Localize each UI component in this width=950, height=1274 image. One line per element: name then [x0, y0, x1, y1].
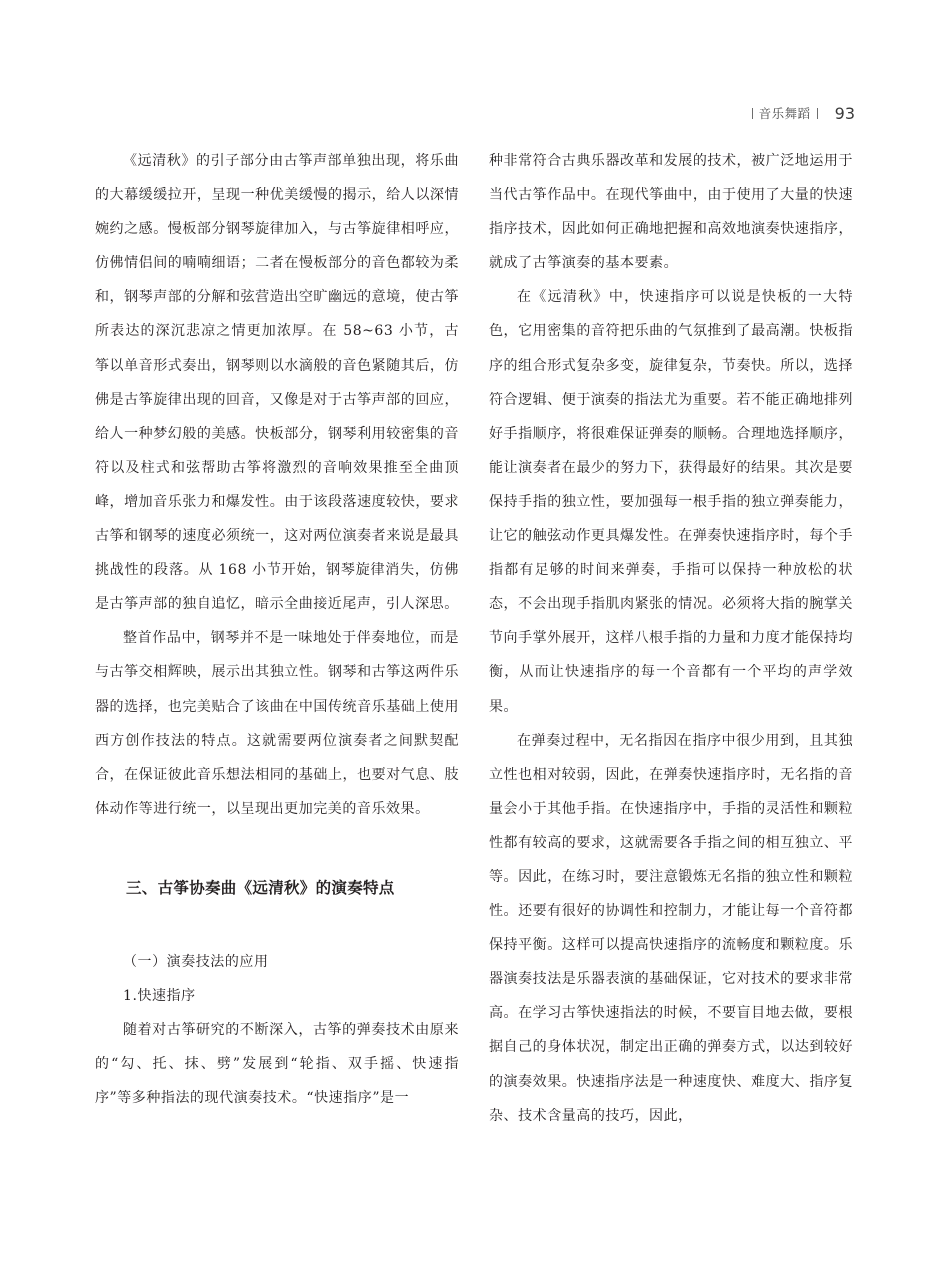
left-paragraph-1: 《远清秋》的引子部分由古筝声部单独出现，将乐曲的大幕缓缓拉开，呈现一种优美缓慢的揭示，给人以深情婉约之感。慢板部分钢琴旋律加入，与古筝旋律相呼应，仿佛情侣间的喃喃细语；二者在慢板部分的音色都较为柔和，钢琴声部的分解和弦营造出空旷幽远的意境，使古筝所表达的深沉悲凉之情更加浓厚。在 58~63 小节，古筝以单音形式奏出，钢琴则以水滴般的音色紧随其后，仿佛是古筝旋律出现的回音，又像是对于古筝声部的回应，给人一种梦幻般的美感。快板部分，钢琴利用较密集的音符以及柱式和弦帮助古筝将激烈的音响效果推至全曲顶峰，增加音乐张力和爆发性。由于该段落速度较快，要求古筝和钢琴的速度必须统一，这对两位演奏者来说是最具挑战性的段落。从 168 小节开始，钢琴旋律消失，仿佛是古筝声部的独自追忆，暗示全曲接近尾声，引人深思。: [95, 153, 459, 613]
left-paragraph-3: 随着对古筝研究的不断深入，古筝的弹奏技术由原来的“勾、托、抹、劈”发展到“轮指、双手摇、快速指序”等多种指法的现代演奏技术。“快速指序”是一: [95, 1022, 459, 1107]
subsection-heading: （一）演奏技法的应用: [123, 953, 269, 970]
right-paragraph-1: 种非常符合古典乐器改革和发展的技术，被广泛地运用于当代古筝作品中。在现代筝曲中，由于使用了大量的快速指序技术，因此如何正确地把握和高效地演奏快速指序，就成了古筝演奏的基本要素。: [489, 153, 853, 272]
running-header: [746, 101, 855, 125]
subsubsection-heading: 1.快速指序: [123, 987, 196, 1004]
header-section-label: 音乐舞蹈: [758, 106, 811, 121]
header-divider-right: [817, 108, 818, 119]
header-divider-left: [752, 108, 753, 119]
left-paragraph-2: 整首作品中，钢琴并不是一味地处于伴奏地位，而是与古筝交相辉映，展示出其独立性。钢琴和古筝这两件乐器的选择，也完美贴合了该曲在中国传统音乐基础上使用西方创作技法的特点。这就需要两位演奏者之间默契配合，在保证彼此音乐想法相同的基础上，也要对气息、肢体动作等进行统一，以呈现出更加完美的音乐效果。: [95, 630, 459, 817]
left-column: [95, 144, 459, 1115]
right-paragraph-3: 在弹奏过程中，无名指因在指序中很少用到，且其独立性也相对较弱，因此，在弹奏快速指序时，无名指的音量会小于其他手指。在快速指序中，手指的灵活性和颗粒性都有较高的要求，这就需要各手指之间的相互独立、平等。因此，在练习时，要注意锻炼无名指的独立性和颗粒性。还要有很好的协调性和控制力，才能让每一个音符都保持平衡。这样可以提高快速指序的流畅度和颗粒度。乐器演奏技法是乐器表演的基础保证，它对技术的要求非常高。在学习古筝快速指法的时候，不要盲目地去做，要根据自己的身体状况，制定出正确的弹奏方式，以达到较好的演奏效果。快速指序法是一种速度快、难度大、指序复杂、技术含量高的技巧，因此，: [489, 732, 853, 1124]
section-heading: 三、古筝协奏曲《远清秋》的演奏特点: [126, 878, 395, 897]
page-number: 93: [834, 103, 855, 123]
right-paragraph-2: 在《远清秋》中，快速指序可以说是快板的一大特色，它用密集的音符把乐曲的气氛推到了最高潮。快板指序的组合形式复杂多变，旋律复杂，节奏快。所以，选择符合逻辑、便于演奏的指法尤为重要。若不能正确地排列好手指顺序，将很难保证弹奏的顺畅。合理地选择顺序，能让演奏者在最少的努力下，获得最好的结果。其次是要保持手指的独立性，要加强每一根手指的独立弹奏能力，让它的触弦动作更具爆发性。在弹奏快速指序时，每个手指都有足够的时间来弹奏，手指可以保持一种放松的状态，不会出现手指肌肉紧张的情况。必须将大指的腕掌关节向手掌外展开，这样八根手指的力量和力度才能保持均衡，从而让快速指序的每一个音都有一个平均的声学效果。: [489, 289, 853, 715]
right-column: [489, 144, 853, 1133]
